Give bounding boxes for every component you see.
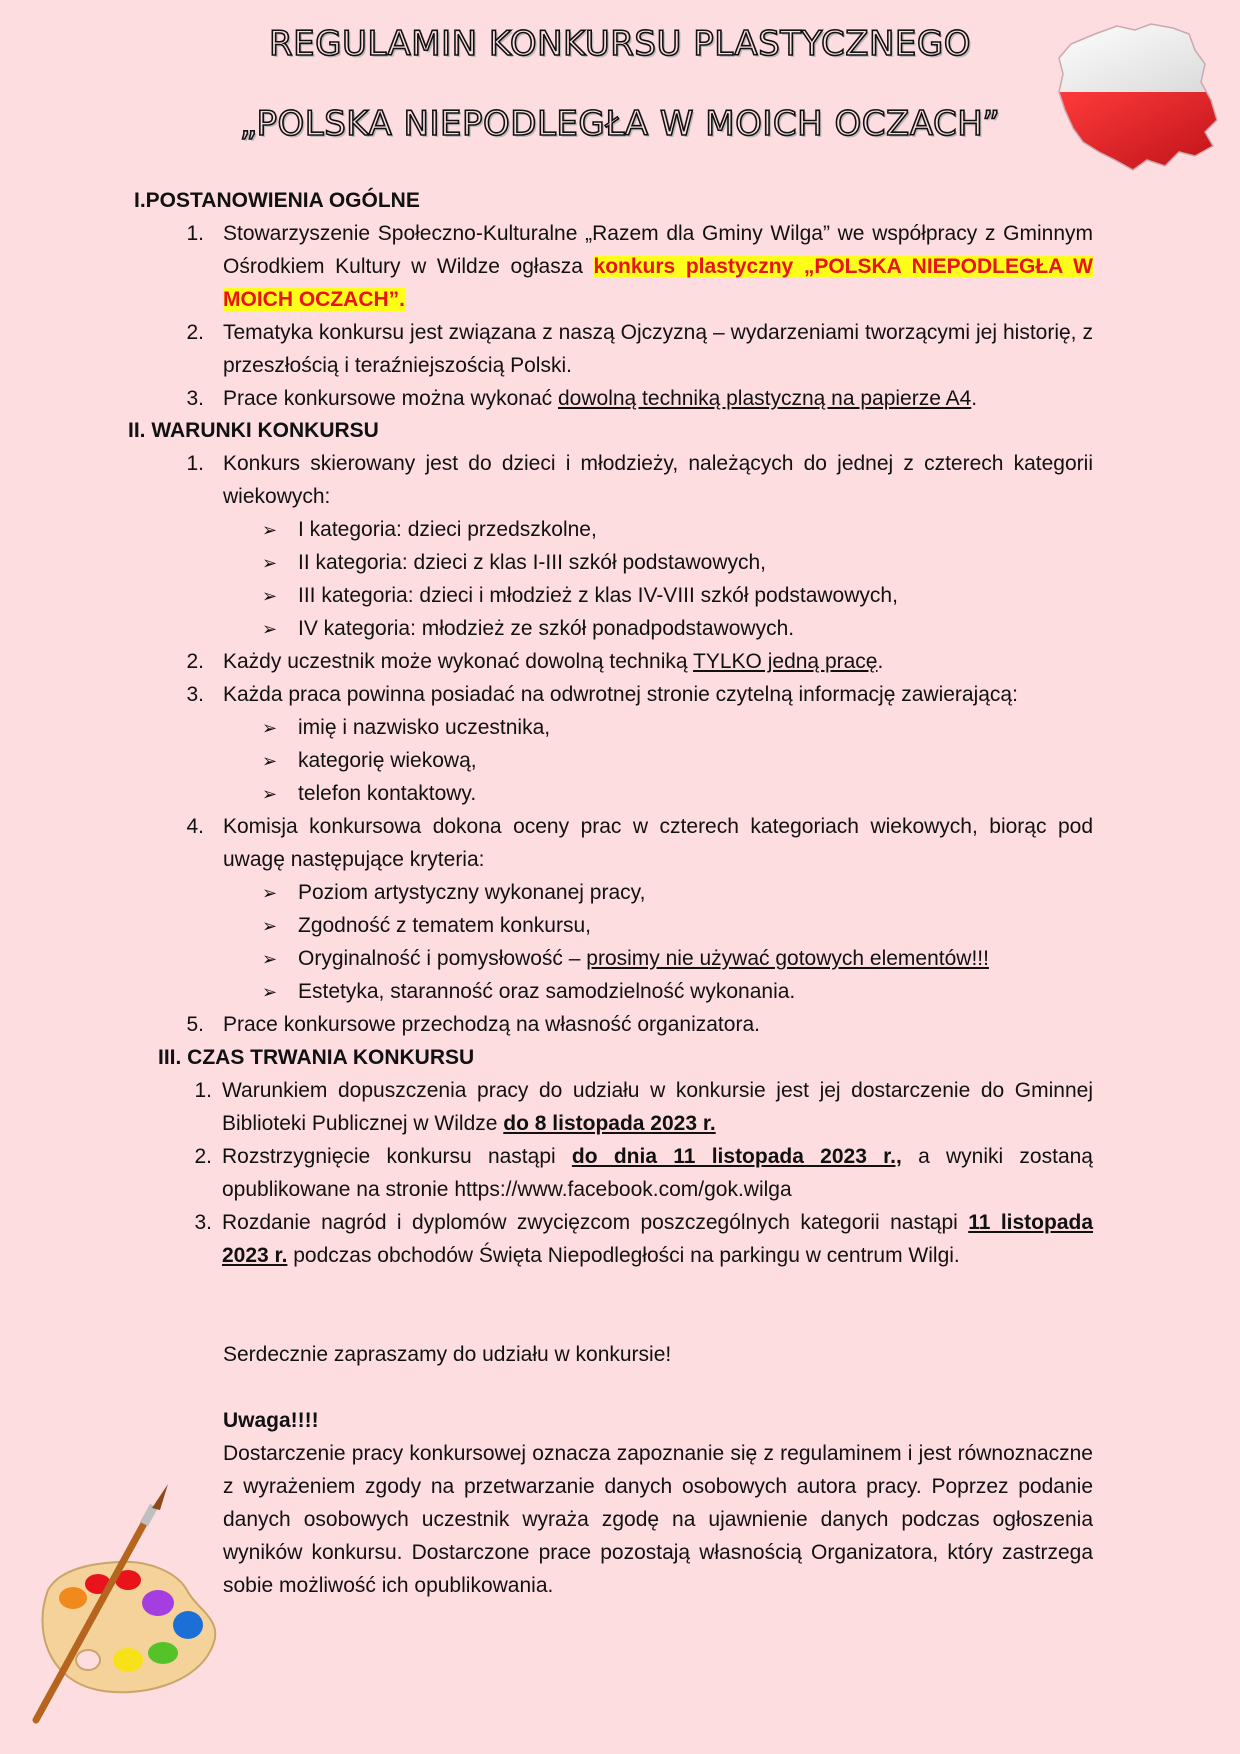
s3-item3-text: Rozdanie nagród i dyplomów zwycięzcom poszczególnych kategorii nastąpi 11 listopada 2023 r. podczas obchodów Święta Niepodległości na parkingu w centrum Wilgi. <box>222 1211 1093 1267</box>
s3-item3-number: 3. <box>194 1211 212 1234</box>
s3-item1-deadline: do 8 listopada 2023 r. <box>503 1112 716 1135</box>
arrow-bullet-icon: ➢ <box>262 619 278 640</box>
arrow-bullet-icon: ➢ <box>262 553 278 574</box>
s1-item3-text-b: . <box>971 387 978 410</box>
s1-item3-number: 3. <box>186 387 204 410</box>
section-2-heading: II. WARUNKI KONKURSU <box>128 419 379 442</box>
s1-item3-underline: dowolną techniką plastyczną na papierze A4 <box>558 387 972 410</box>
arrow-bullet-icon: ➢ <box>262 751 278 772</box>
s3-item2-text: Rozstrzygnięcie konkursu nastąpi do dnia 11 listopada 2023 r., a wyniki zostaną opublikowane na stronie https://www.facebook.com/gok.wilga <box>222 1145 1093 1201</box>
title-line-2: „POLSKA NIEPODLEGŁA W MOICH OCZACH” <box>239 104 1001 144</box>
s2-item1-number: 1. <box>186 452 204 475</box>
s2-item4-bullet-2: ➢ Zgodność z tematem konkursu, <box>262 909 591 943</box>
poland-map-flag-icon <box>1055 20 1225 178</box>
s2-item1-bullet-1: ➢ I kategoria: dzieci przedszkolne, <box>262 513 597 547</box>
s2-item3-bullet-1: ➢ imię i nazwisko uczestnika, <box>262 711 550 745</box>
s2-item2-underline: TYLKO jedną pracę <box>693 650 878 673</box>
s1-item3-text-a: Prace konkursowe można wykonać <box>223 387 558 410</box>
s3-item3-date: 11 listopada 2023 r. <box>222 1211 1093 1267</box>
s2-item5-text: Prace konkursowe przechodzą na własność organizatora. <box>223 1013 760 1036</box>
s1-item1-text-a: Stowarzyszenie Społeczno-Kulturalne „Razem dla Gminy Wilga” we współpracy z Gminnym Ośrodkiem Kultury w Wildze ogłasza <box>223 222 1093 278</box>
s3-item2-number: 2. <box>194 1145 212 1168</box>
s2-item4-bullet-1: ➢ Poziom artystyczny wykonanej pracy, <box>262 876 645 910</box>
art-palette-brush-icon <box>28 1480 228 1730</box>
s2-item1-text: Konkurs skierowany jest do dzieci i młodzieży, należących do jednej z czterech kategorii wiekowych: <box>223 452 1093 508</box>
arrow-bullet-icon: ➢ <box>262 784 278 805</box>
s1-item3-text <box>223 382 1093 415</box>
s2-item5-number: 5. <box>186 1013 204 1036</box>
s2-item1-bullet-4: ➢ IV kategoria: młodzież ze szkół ponadpodstawowych. <box>262 612 794 646</box>
arrow-bullet-icon: ➢ <box>262 586 278 607</box>
s1-item2-number: 2. <box>186 321 204 344</box>
s2-item3-bullet-3: ➢ telefon kontaktowy. <box>262 777 476 811</box>
s2-item1-bullet-2: ➢ II kategoria: dzieci z klas I-III szkół podstawowych, <box>262 546 766 580</box>
s3-item1-text: Warunkiem dopuszczenia pracy do udziału w konkursie jest jej dostarczenie do Gminnej Biblioteki Publicznej w Wildze do 8 listopada 2023 r. <box>222 1079 1093 1135</box>
s1-item1-highlight: konkurs plastyczny „POLSKA NIEPODLEGŁA W MOICH OCZACH”. <box>223 255 1093 311</box>
section-3-heading: III. CZAS TRWANIA KONKURSU <box>158 1046 475 1069</box>
s1-item1-number: 1. <box>186 222 204 245</box>
invitation-text: Serdecznie zapraszamy do udziału w konkursie! <box>223 1343 672 1366</box>
arrow-bullet-icon: ➢ <box>262 718 278 739</box>
s2-item1-bullet-3: ➢ III kategoria: dzieci i młodzież z klas IV-VIII szkół podstawowych, <box>262 579 898 613</box>
s2-item3-text: Każda praca powinna posiadać na odwrotnej stronie czytelną informację zawierającą: <box>223 683 1018 706</box>
arrow-bullet-icon: ➢ <box>262 883 278 904</box>
arrow-bullet-icon: ➢ <box>262 520 278 541</box>
arrow-bullet-icon: ➢ <box>262 982 278 1003</box>
s2-item3-bullet-2: ➢ kategorię wiekową, <box>262 744 477 778</box>
arrow-bullet-icon: ➢ <box>262 916 278 937</box>
s2-item4-bullet-4: ➢ Estetyka, staranność oraz samodzielność wykonania. <box>262 975 795 1009</box>
s2-item4-bullet-3-underline: prosimy nie używać gotowych elementów!!! <box>586 947 989 970</box>
s3-item2-deadline: do dnia 11 listopada 2023 r., <box>571 1145 902 1168</box>
s2-item3-number: 3. <box>186 683 204 706</box>
s2-item4-bullet-3: ➢ Oryginalność i pomysłowość – prosimy nie używać gotowych elementów!!! <box>262 942 989 976</box>
s2-item2-number: 2. <box>186 650 204 673</box>
s3-item1-number: 1. <box>194 1079 212 1102</box>
section-1-heading: I.POSTANOWIENIA OGÓLNE <box>134 189 420 212</box>
note-text: Dostarczenie pracy konkursowej oznacza zapoznanie się z regulaminem i jest równoznaczne z wyrażeniem zgody na przetwarzanie danych osobowych autora pracy. Poprzez podanie danych osobowych uczestnik wyraża zgodę na ujawnienie danych podczas ogłoszenia wyników konkursu. Dostarczone prace pozostają własnością Organizatora, który zastrzega sobie możliwość ich opublikowania. <box>223 1442 1093 1597</box>
s2-item4-number: 4. <box>186 815 204 838</box>
title-line-1: REGULAMIN KONKURSU PLASTYCZNEGO <box>268 24 972 64</box>
s1-item1-text <box>223 217 1093 316</box>
s2-item2-text: Każdy uczestnik może wykonać dowolną techniką TYLKO jedną pracę. <box>223 650 884 673</box>
note-heading: Uwaga!!!! <box>223 1409 319 1432</box>
s2-item4-text: Komisja konkursowa dokona oceny prac w czterech kategoriach wiekowych, biorąc pod uwagę następujące kryteria: <box>223 815 1093 871</box>
s1-item2-text: Tematyka konkursu jest związana z naszą Ojczyzną – wydarzeniami tworzącymi jej historię, z przeszłością i teraźniejszością Polski. <box>223 321 1093 377</box>
arrow-bullet-icon: ➢ <box>262 949 278 970</box>
